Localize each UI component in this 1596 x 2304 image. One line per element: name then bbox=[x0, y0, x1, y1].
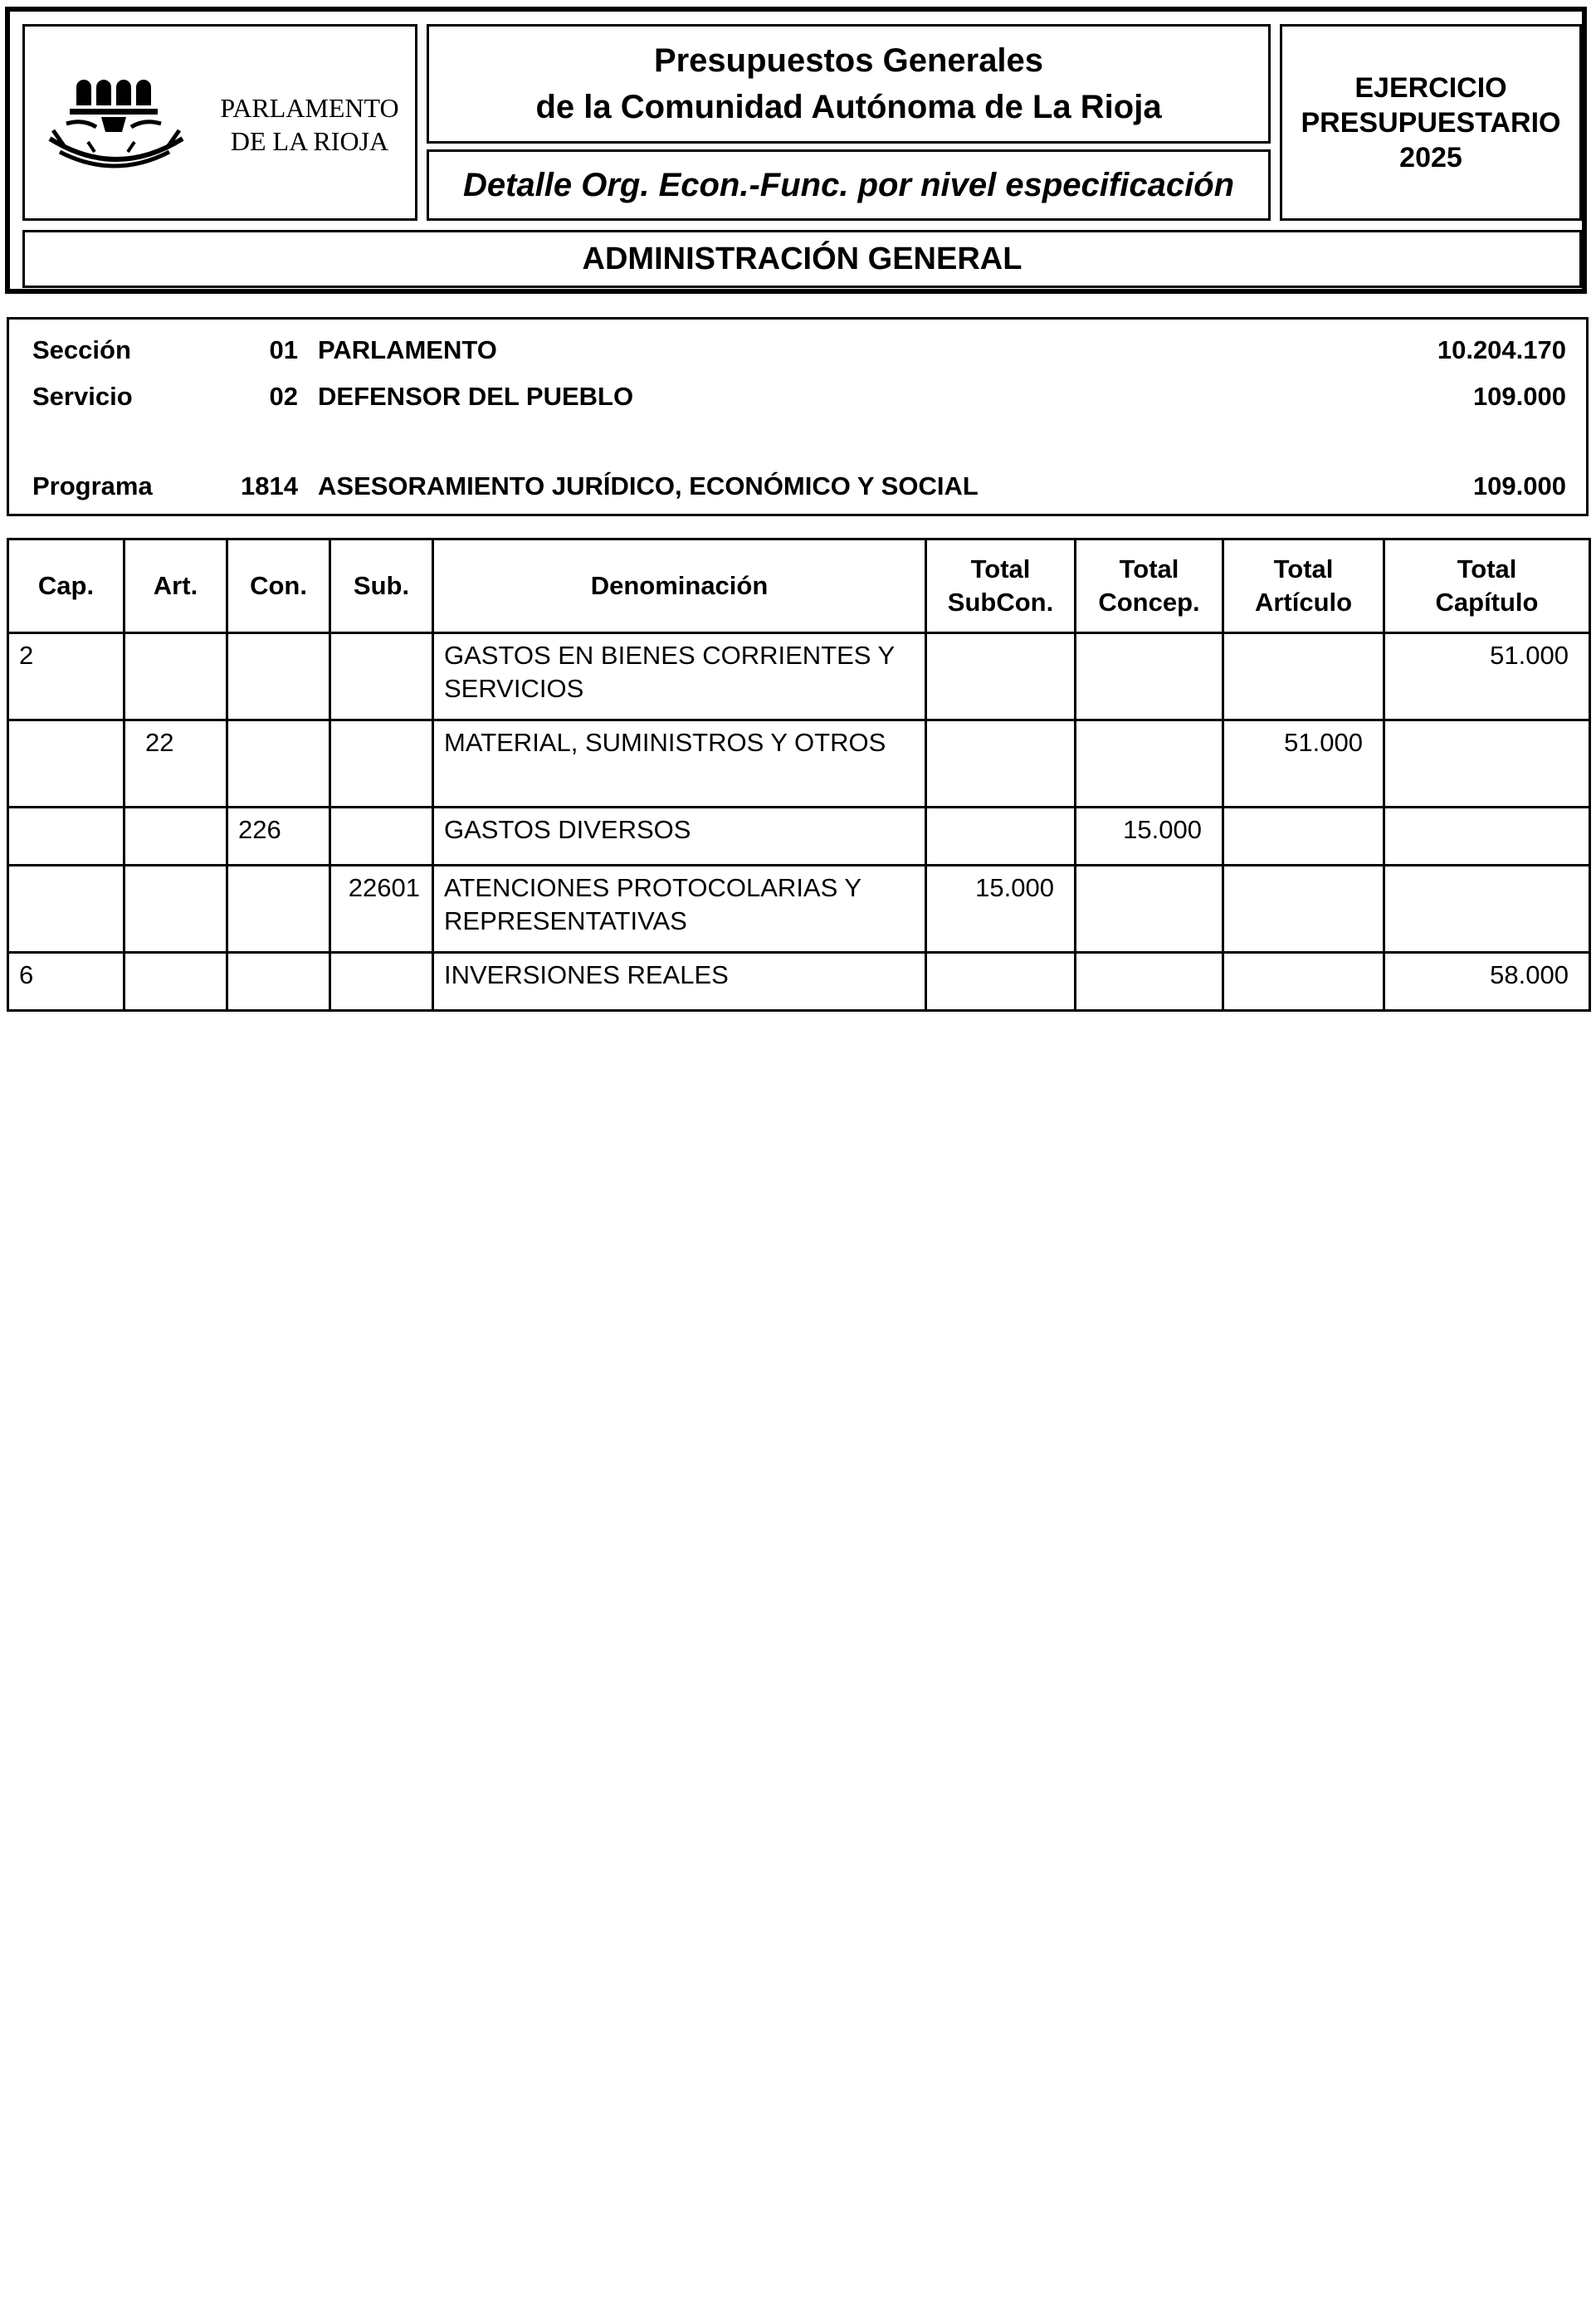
cell-cap bbox=[8, 720, 124, 808]
servicio-name: DEFENSOR DEL PUEBLO bbox=[318, 382, 634, 411]
programa-code: 1814 bbox=[241, 471, 298, 500]
logo-panel bbox=[22, 24, 417, 221]
cell-sub bbox=[330, 633, 433, 720]
cell-denominacion: INVERSIONES REALES bbox=[433, 953, 926, 1011]
cell-total-subcon: 15.000 bbox=[926, 866, 1076, 953]
header-total-subcon bbox=[926, 539, 1076, 633]
cell-total-capitulo bbox=[1384, 720, 1590, 808]
servicio-code: 02 bbox=[269, 382, 298, 411]
header-line: Concep. bbox=[1098, 588, 1200, 617]
cell-total-articulo bbox=[1223, 633, 1384, 720]
header-line: Artículo bbox=[1254, 588, 1353, 617]
cell-cap: 2 bbox=[8, 633, 124, 720]
document-subtitle: Detalle Org. Econ.-Func. por nivel especificación bbox=[462, 166, 1235, 203]
cell-total-capitulo bbox=[1384, 808, 1590, 866]
seccion-label: Sección bbox=[32, 335, 131, 364]
header-total-articulo bbox=[1223, 539, 1384, 633]
cell-sub bbox=[330, 953, 433, 1011]
seccion-row bbox=[9, 329, 1586, 371]
header-line: Total bbox=[1457, 554, 1517, 583]
header-line: Total bbox=[970, 554, 1031, 583]
cell-total-subcon bbox=[926, 720, 1076, 808]
cell-con: 226 bbox=[227, 808, 330, 866]
cell-denominacion: GASTOS DIVERSOS bbox=[433, 808, 926, 866]
cell-total-articulo bbox=[1223, 953, 1384, 1011]
cell-denominacion: GASTOS EN BIENES CORRIENTES Y SERVICIOS bbox=[433, 633, 926, 720]
title-panel bbox=[427, 24, 1271, 144]
header-line: Total bbox=[1119, 554, 1179, 583]
table-row bbox=[8, 866, 1590, 953]
programa-label: Programa bbox=[32, 471, 153, 500]
cell-cap bbox=[8, 808, 124, 866]
fiscal-year-line: PRESUPUESTARIO bbox=[1301, 106, 1561, 139]
subtitle-panel bbox=[427, 149, 1271, 221]
cell-total-subcon bbox=[926, 808, 1076, 866]
cell-cap: 6 bbox=[8, 953, 124, 1011]
header-line: SubCon. bbox=[947, 588, 1054, 617]
cell-sub bbox=[330, 720, 433, 808]
cell-total-capitulo: 51.000 bbox=[1384, 633, 1590, 720]
cell-con bbox=[227, 866, 330, 953]
cell-total-capitulo: 58.000 bbox=[1384, 953, 1590, 1011]
cell-art: 22 bbox=[124, 720, 227, 808]
cell-total-articulo: 51.000 bbox=[1223, 720, 1384, 808]
cell-total-capitulo bbox=[1384, 866, 1590, 953]
parliament-logo-icon bbox=[41, 72, 207, 188]
cell-total-concep bbox=[1076, 866, 1223, 953]
cell-cap bbox=[8, 866, 124, 953]
programa-row bbox=[9, 466, 1586, 507]
cell-art bbox=[124, 633, 227, 720]
header-denominacion: Denominación bbox=[433, 539, 926, 633]
cell-con bbox=[227, 633, 330, 720]
header-cap: Cap. bbox=[8, 539, 124, 633]
administration-title: ADMINISTRACIÓN GENERAL bbox=[582, 241, 1023, 276]
cell-total-concep bbox=[1076, 633, 1223, 720]
logo-text-line: DE LA RIOJA bbox=[230, 126, 389, 156]
cell-sub: 22601 bbox=[330, 866, 433, 953]
cell-con bbox=[227, 953, 330, 1011]
cell-art bbox=[124, 808, 227, 866]
document-title-line: Presupuestos Generales bbox=[653, 42, 1044, 79]
budget-table bbox=[7, 538, 1591, 1012]
seccion-name: PARLAMENTO bbox=[318, 335, 497, 364]
fiscal-year-panel bbox=[1280, 24, 1582, 221]
header-total-capitulo bbox=[1384, 539, 1590, 633]
table-row bbox=[8, 953, 1590, 1011]
administration-panel bbox=[22, 230, 1582, 288]
header-total-concep bbox=[1076, 539, 1223, 633]
fiscal-year-value: 2025 bbox=[1399, 141, 1462, 173]
servicio-row bbox=[9, 376, 1586, 417]
cell-con bbox=[227, 720, 330, 808]
seccion-amount: 10.204.170 bbox=[1437, 335, 1566, 364]
header-art: Art. bbox=[124, 539, 227, 633]
header-line: Capítulo bbox=[1435, 588, 1539, 617]
cell-art bbox=[124, 866, 227, 953]
header-line: Total bbox=[1273, 554, 1334, 583]
cell-total-subcon bbox=[926, 953, 1076, 1011]
header-con: Con. bbox=[227, 539, 330, 633]
cell-art bbox=[124, 953, 227, 1011]
logo-wordmark bbox=[206, 91, 413, 158]
cell-total-subcon bbox=[926, 633, 1076, 720]
cell-total-concep bbox=[1076, 720, 1223, 808]
table-row bbox=[8, 633, 1590, 720]
fiscal-year-line: EJERCICIO bbox=[1354, 71, 1507, 104]
organization-info bbox=[7, 317, 1589, 516]
document-title-line: de la Comunidad Autónoma de La Rioja bbox=[535, 89, 1162, 125]
cell-total-concep bbox=[1076, 953, 1223, 1011]
table-row bbox=[8, 720, 1590, 808]
seccion-code: 01 bbox=[269, 335, 298, 364]
servicio-amount: 109.000 bbox=[1472, 382, 1566, 411]
cell-total-concep: 15.000 bbox=[1076, 808, 1223, 866]
header-sub: Sub. bbox=[330, 539, 433, 633]
cell-denominacion: ATENCIONES PROTOCOLARIAS Y REPRESENTATIVAS bbox=[433, 866, 926, 953]
servicio-label: Servicio bbox=[32, 382, 133, 411]
cell-total-articulo bbox=[1223, 866, 1384, 953]
document-header bbox=[5, 7, 1587, 294]
table-row bbox=[8, 808, 1590, 866]
table-header-row bbox=[8, 539, 1590, 633]
programa-name: ASESORAMIENTO JURÍDICO, ECONÓMICO Y SOCIAL bbox=[318, 471, 979, 500]
programa-amount: 109.000 bbox=[1472, 471, 1566, 500]
logo-text-line: PARLAMENTO bbox=[220, 93, 399, 123]
cell-sub bbox=[330, 808, 433, 866]
cell-denominacion: MATERIAL, SUMINISTROS Y OTROS bbox=[433, 720, 926, 808]
cell-total-articulo bbox=[1223, 808, 1384, 866]
